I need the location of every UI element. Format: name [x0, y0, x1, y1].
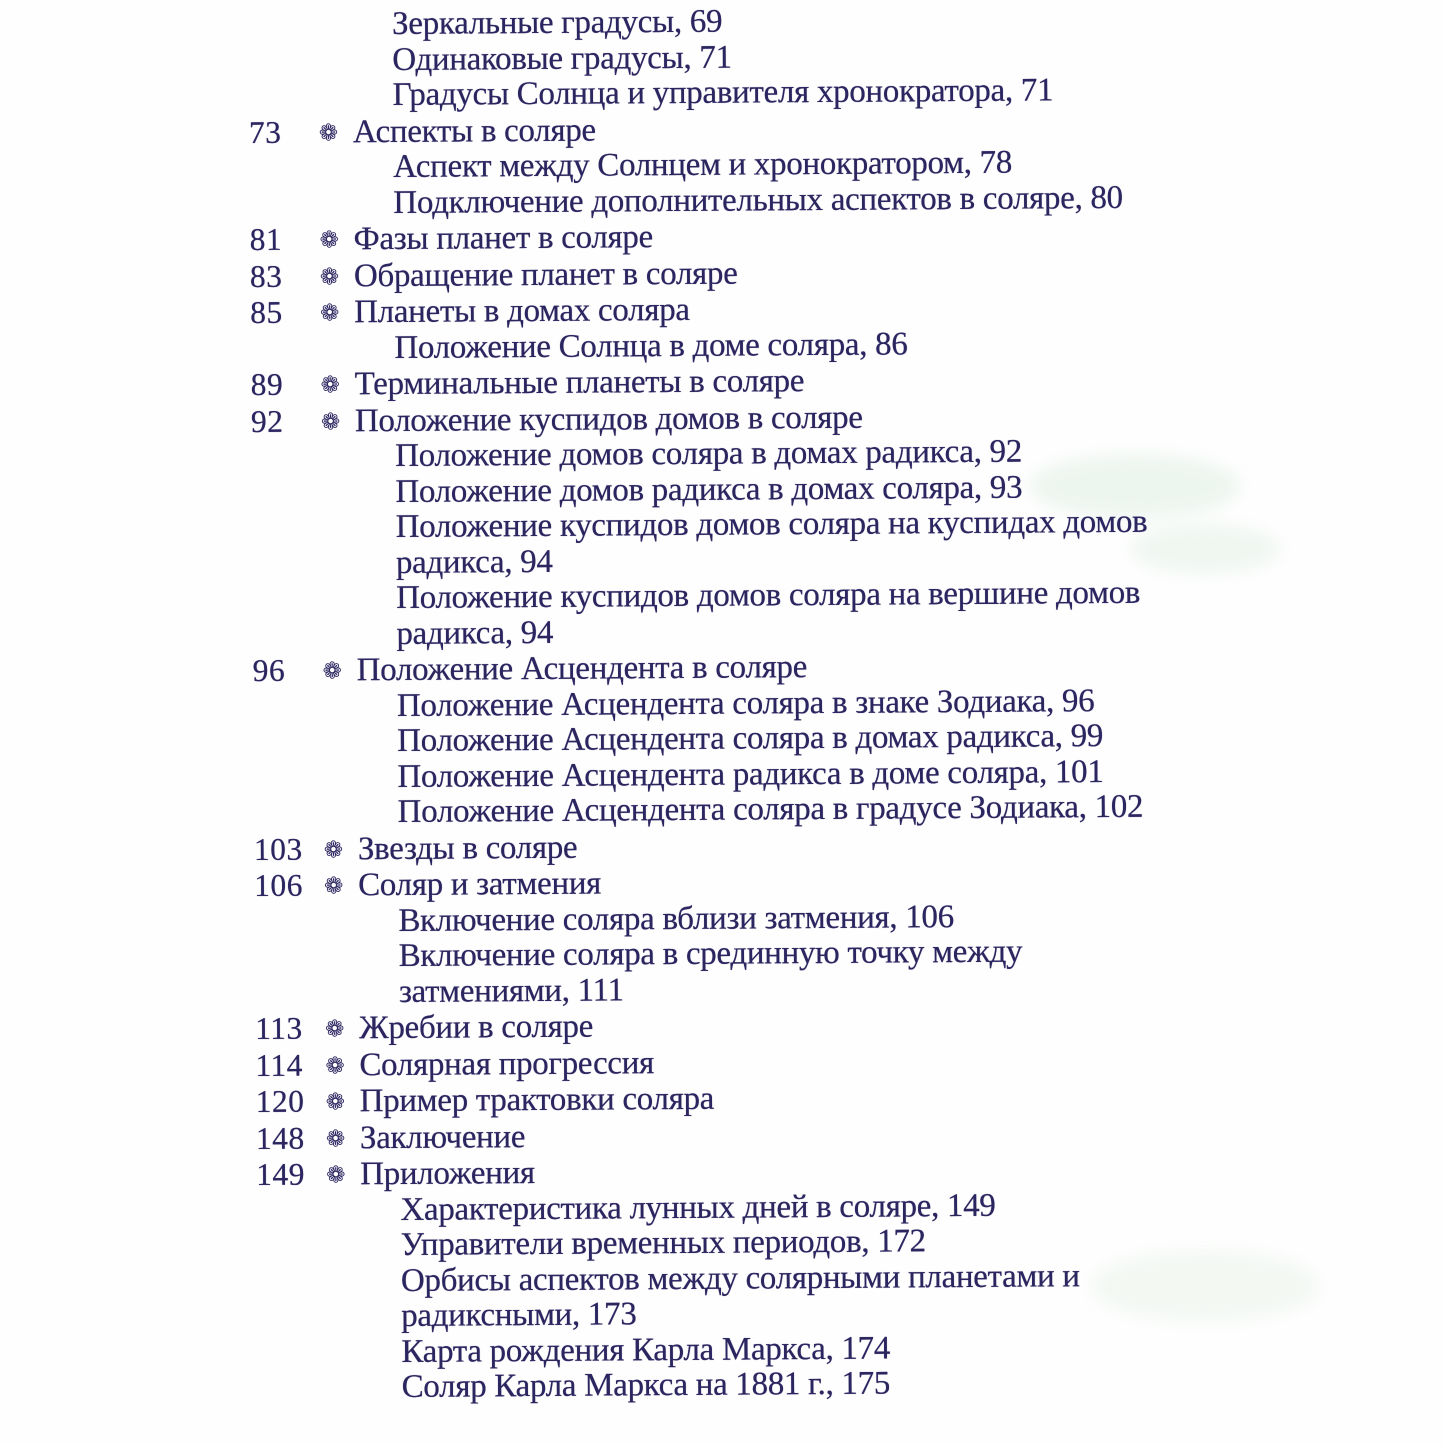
chapter-title: Приложения [360, 1155, 535, 1193]
toc-sub-entry: Соляр Карла Маркса на 1881 г., 175 [401, 1365, 891, 1405]
toc-sub-entry: Положение Асцендента радикса в доме соляра, 101 [397, 753, 1104, 795]
toc-sub-entry: Положение куспидов домов соляра на куспидах домов радикса, 94 [395, 503, 1148, 581]
toc-sub-entry: Карта рождения Карла Маркса, 174 [401, 1330, 891, 1370]
chapter-title: Положение Асцендента в соляре [356, 649, 808, 689]
toc-chapter-entry [256, 1077, 1246, 1120]
toc-chapter-entry [254, 861, 1244, 904]
toc-chapter-entry [250, 252, 1240, 295]
chapter-page-number: 103 [253, 831, 303, 867]
toc-sub-entry: Градусы Солнца и управителя хронократора, 71 [392, 72, 1054, 113]
eight-petal-florette-icon: ❁ [325, 1089, 345, 1116]
chapter-page-number: 83 [249, 258, 283, 294]
toc-sub-entry: Зеркальные градусы, 69 [391, 3, 723, 42]
chapter-page-number: 89 [250, 366, 284, 402]
chapter-page-number: 81 [249, 221, 283, 257]
chapter-page-number: 149 [256, 1156, 306, 1192]
toc-chapter-entry [256, 1150, 1246, 1193]
chapter-title: Пример трактовки соляра [359, 1080, 715, 1120]
eight-petal-florette-icon: ❁ [318, 119, 338, 147]
eight-petal-florette-icon: ❁ [324, 873, 344, 900]
chapter-title: Соляр и затмения [358, 865, 602, 904]
eight-petal-florette-icon: ❁ [320, 372, 340, 399]
toc-sub-entry: Включение соляра в срединную точку между затмениями, 111 [398, 933, 1023, 1010]
chapter-title: Терминальные планеты в соляре [354, 363, 805, 403]
toc-chapter-entry [250, 288, 1240, 331]
eight-petal-florette-icon: ❁ [320, 408, 340, 436]
chapter-page-number: 85 [250, 294, 283, 330]
eight-petal-florette-icon: ❁ [325, 1052, 345, 1079]
toc-chapter-entry [255, 1041, 1245, 1084]
toc-chapter-entry [251, 360, 1241, 403]
eight-petal-florette-icon: ❁ [325, 1125, 345, 1152]
toc-sub-entry: Включение соляра вблизи затмения, 106 [398, 898, 954, 939]
toc-sub-entry: Положение Асцендента соляра в знаке Зодиака, 96 [396, 682, 1095, 724]
toc-sub-entry: Характеристика лунных дней в соляре, 149 [400, 1187, 996, 1228]
chapter-title: Солярная прогрессия [359, 1044, 655, 1083]
chapter-title: Обращение планет в соляре [353, 255, 738, 294]
chapter-title: Жребии в соляре [358, 1008, 594, 1047]
chapter-page-number: 113 [255, 1010, 303, 1046]
toc-sub-entry: Положение домов соляра в домах радикса, 92 [395, 433, 1023, 474]
toc-sub-entry: Аспект между Солнцем и хронократором, 78 [392, 144, 1013, 185]
chapter-page-number: 96 [252, 652, 286, 688]
eight-petal-florette-icon: ❁ [323, 836, 343, 863]
chapter-page-number: 73 [248, 114, 282, 150]
toc-sub-entry: Положение домов радикса в домах соляра, 93 [395, 469, 1023, 510]
toc-sub-entry: Подключение дополнительных аспектов в соляре, 80 [393, 179, 1123, 221]
toc-chapter-entry [251, 397, 1241, 440]
eight-petal-florette-icon: ❁ [319, 263, 339, 291]
toc-sub-entry: Положение Асцендента соляра в градусе Зодиака, 102 [397, 788, 1144, 830]
eight-petal-florette-icon: ❁ [325, 1016, 345, 1043]
chapter-page-number: 106 [254, 867, 303, 903]
toc-chapter-entry [255, 1004, 1245, 1047]
chapter-page-number: 114 [255, 1047, 304, 1083]
eight-petal-florette-icon: ❁ [320, 300, 340, 327]
chapter-title: Звезды в соляре [357, 829, 578, 867]
eight-petal-florette-icon: ❁ [326, 1162, 346, 1189]
toc-sub-entry: Орбисы аспектов между солярными планетами и радиксными, 173 [400, 1257, 1080, 1334]
eight-petal-florette-icon: ❁ [322, 658, 342, 685]
toc-sub-entry: Положение куспидов домов соляра на вершине домов радикса, 94 [395, 574, 1141, 652]
chapter-page-number: 120 [255, 1083, 305, 1119]
toc-sub-entry: Управители временных периодов, 172 [400, 1223, 926, 1263]
chapter-title: Планеты в домах соляра [354, 291, 690, 331]
chapter-title: Фазы планет в соляре [353, 219, 654, 258]
toc-chapter-entry [254, 825, 1244, 868]
eight-petal-florette-icon: ❁ [319, 227, 339, 254]
toc-chapter-entry [249, 108, 1239, 151]
toc-chapter-entry [256, 1114, 1246, 1157]
toc-chapter-entry [249, 215, 1239, 258]
toc-list [248, 1, 1248, 1406]
chapter-page-number: 148 [255, 1120, 305, 1156]
chapter-title: Заключение [359, 1118, 526, 1156]
toc-sub-entry: Положение Асцендента соляра в домах радикса, 99 [396, 718, 1104, 759]
chapter-title: Положение куспидов домов в соляре [354, 399, 863, 439]
chapter-title: Аспекты в соляре [352, 112, 596, 150]
chapter-page-number: 92 [250, 403, 284, 439]
toc-sub-entry: Положение Солнца в доме соляра, 86 [394, 325, 908, 366]
toc-sub-entry: Одинаковые градусы, 71 [392, 39, 732, 78]
